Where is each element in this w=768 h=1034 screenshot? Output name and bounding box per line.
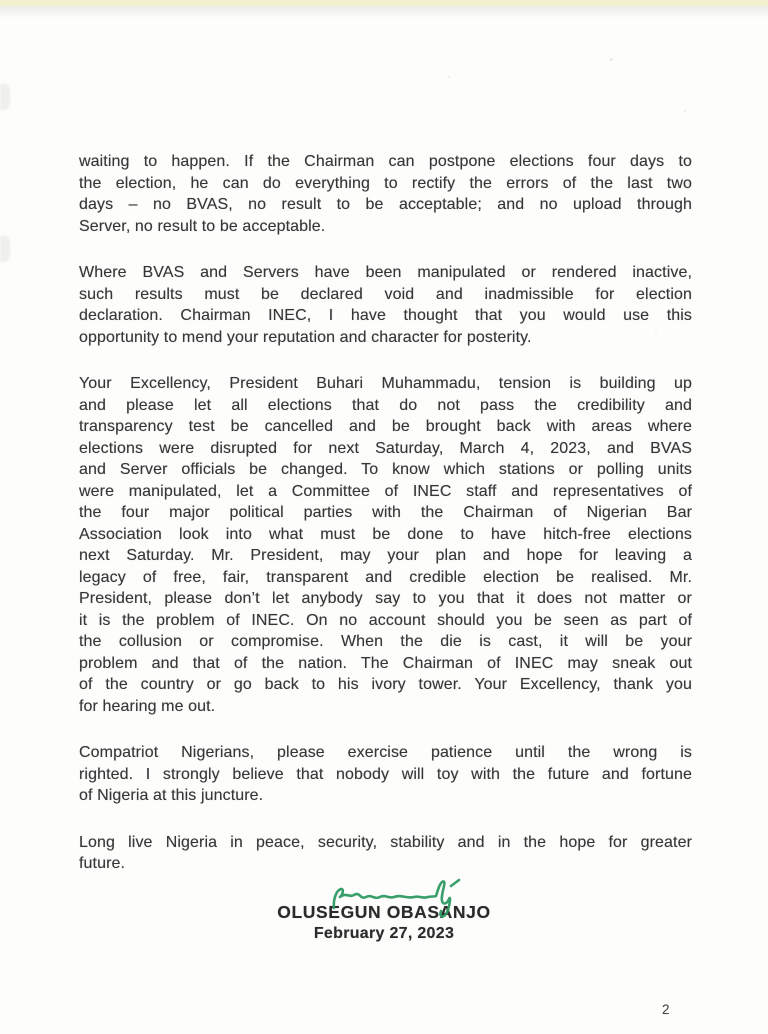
scan-speckle: [684, 110, 686, 112]
letter-line: the four major political parties with the Chairman of Nigerian Bar: [79, 504, 692, 521]
scan-edge-smudge: [0, 84, 10, 110]
letter-line: declaration. Chairman INEC, I have thought that you would use this: [79, 307, 692, 324]
letter-line: President, please don’t let anybody say to you that it does not matter or: [79, 590, 692, 607]
letter-line: days – no BVAS, no result to be acceptable; and no upload through: [79, 196, 692, 213]
letter-line: such results must be declared void and inadmissible for election: [79, 285, 692, 303]
letter-line: Association look into what must be done to have hitch-free elections: [79, 525, 692, 543]
letter-line: righted. I strongly believe that nobody will toy with the future and fortune: [79, 765, 692, 783]
letter-line: for hearing me out.: [79, 697, 216, 715]
letter-line: next Saturday. Mr. President, may your plan and hope for leaving a: [79, 547, 692, 564]
letter-line: Long live Nigeria in peace, security, stability and in the hope for greater: [79, 833, 692, 851]
page-number: 2: [662, 1002, 670, 1017]
letter-line: Server, no result to be acceptable.: [79, 217, 326, 235]
letter-date: February 27, 2023: [313, 925, 455, 942]
scan-speckle: [448, 76, 450, 78]
letter-line: and Server officials be changed. To know which stations or polling units: [79, 461, 692, 478]
letter-line: the election, he can do everything to rectify the errors of the last two: [79, 174, 692, 192]
letter-line: Where BVAS and Servers have been manipulated or rendered inactive,: [79, 264, 692, 281]
letter-line: of the country or go back to his ivory tower. Your Excellency, thank you: [79, 676, 692, 693]
scan-speckle: [610, 58, 613, 61]
letter-paragraph: [79, 262, 692, 348]
letter-paragraph: [79, 373, 692, 717]
letter-line: it is the problem of INEC. On no account should you be seen as part of: [79, 611, 692, 629]
letter-line: elections were disrupted for next Saturday, March 4, 2023, and BVAS: [79, 439, 692, 457]
scan-top-shadow: [0, 6, 768, 18]
letter-line: future.: [79, 855, 126, 872]
letter-paragraph: [79, 151, 692, 237]
scan-edge-smudge: [0, 236, 10, 262]
letter-line: legacy of free, fair, transparent and credible election be realised. Mr.: [79, 568, 692, 586]
signatory-name: OLUSEGUN OBASANJO: [277, 902, 491, 922]
letter-line: transparency test be cancelled and be brought back with areas where: [79, 418, 692, 435]
letter-paragraph: [79, 742, 692, 807]
letter-line: Compatriot Nigerians, please exercise patience until the wrong is: [79, 744, 692, 761]
letter-line: opportunity to mend your reputation and character for posterity.: [79, 328, 532, 346]
letter-line: problem and that of the nation. The Chairman of INEC may sneak out: [79, 654, 692, 672]
letter-paragraph: [79, 832, 692, 875]
letter-line: Your Excellency, President Buhari Muhammadu, tension is building up: [79, 375, 692, 392]
letter-line: the collusion or compromise. When the die is cast, it will be your: [79, 633, 692, 650]
letter-body: [79, 151, 692, 900]
letter-line: and please let all elections that do not pass the credibility and: [79, 396, 692, 414]
letter-line: waiting to happen. If the Chairman can postpone elections four days to: [79, 153, 692, 170]
handwritten-signature-icon: [320, 877, 478, 921]
letter-line: were manipulated, let a Committee of INEC staff and representatives of: [79, 482, 692, 500]
letter-line: of Nigeria at this juncture.: [79, 787, 264, 804]
